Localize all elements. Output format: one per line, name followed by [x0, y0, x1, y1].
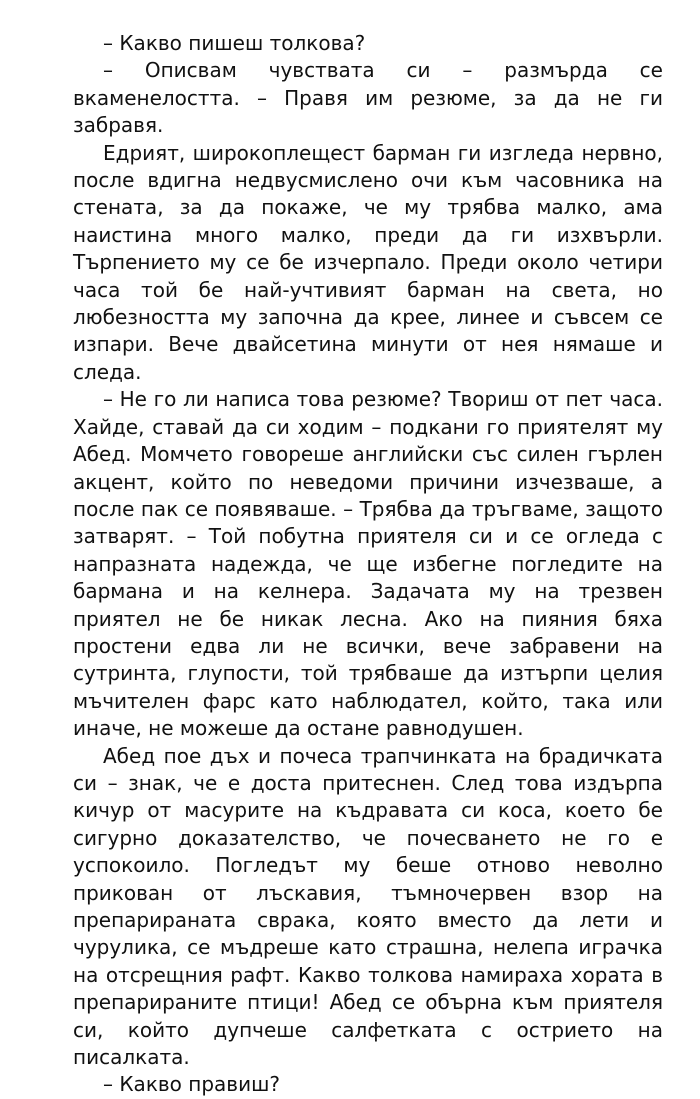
paragraph: – Какво правиш? [103, 1072, 281, 1097]
page-text [73, 30, 663, 1099]
paragraph: Едрият, широкоплещест барман ги изгледа нервно, после вдигна недвусмислено очи към часовника на стената, за да покаже, че му трябва малко, ама наистина много малко, преди да ги изхвърли. Търпението му се бе изчерпало. Преди около четири часа той бе най-учтивият барман на света, но любезността му започна да крее, линее и съвсем се изпари. Вече двайсетина минути от нея нямаше и следа. [73, 140, 663, 384]
paragraph: – Описвам чувствата си – размърда се вкаменелостта. – Правя им резюме, за да не ги забравя. [73, 58, 663, 138]
paragraph: – Какво пишеш толкова? [103, 31, 366, 55]
paragraph: – Не го ли написа това резюме? Твориш от пет часа. Хайде, ставай да си ходим – подкани го приятелят му Абед. Момчето говореше английски със силен гърлен акцент, който по неведоми причини изчезваше, а после пак се появяваше. – Трябва да тръгваме, защото затварят. – Той побутна приятеля си и се огледа с напразната надежда, че ще избегне погледите на бармана и на келнера. Задачата му на трезвен приятел не бе никак лесна. Ако на пияния бяха простени едва ли не всички, вече забравени на сутринта, глупости, той трябваше да изтърпи целия мъчителен фарс като наблюдател, който, така или иначе, не можеше да остане равнодушен. [73, 387, 663, 741]
paragraph: Абед пое дъх и почеса трапчинката на брадичката си – знак, че е доста притеснен. След това издърпа кичур от масурите на къдравата си коса, което бе сигурно доказателство, че почесването не го е успокоило. Погледът му беше отново неволно прикован от лъскавия, тъмночервен взор на препарираната сврака, която вместо да лети и чурулика, се мъдреше като страшна, нелепа играчка на отсрещния рафт. Какво толкова намираха хората в препарираните птици! Абед се обърна към приятеля си, който дупчеше салфетката с острието на писалката. [73, 743, 663, 1070]
